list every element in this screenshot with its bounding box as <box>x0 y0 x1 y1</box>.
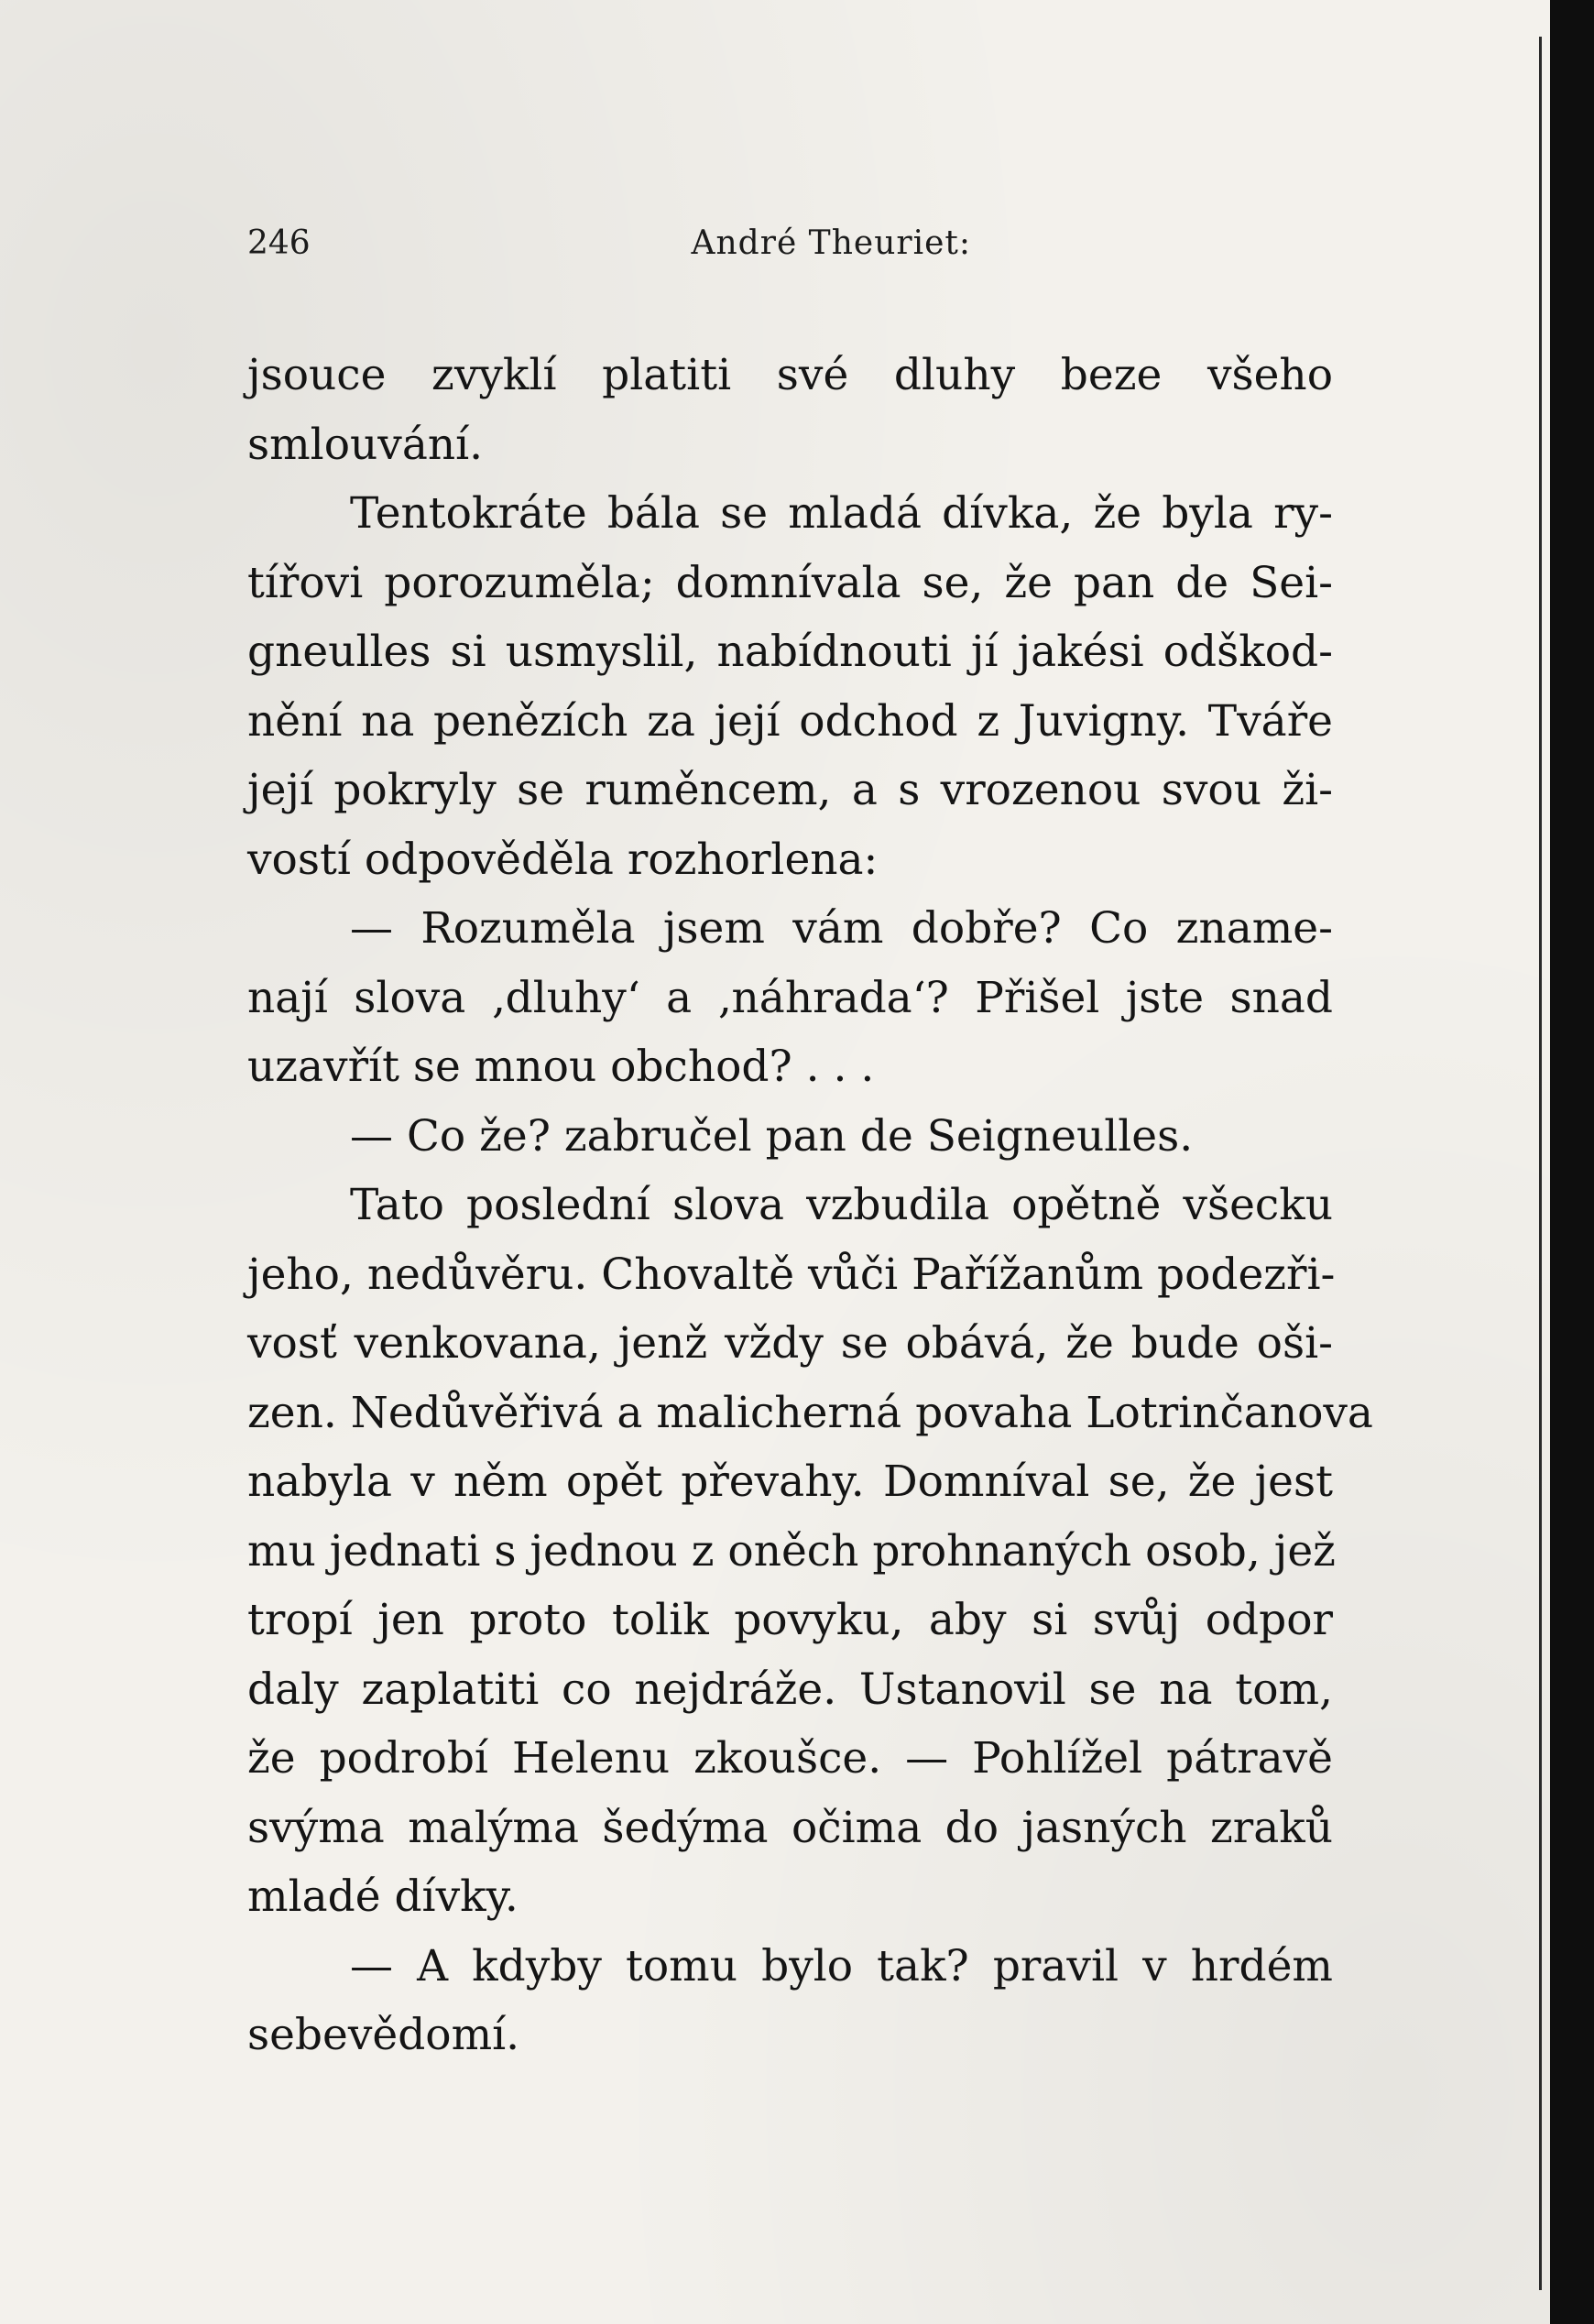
page-number: 246 <box>247 224 311 262</box>
body-text <box>247 341 1373 2070</box>
text-line: smlouvání. <box>247 419 484 470</box>
page-edge-line <box>1539 37 1542 2290</box>
text-line: svýma malýma šedýma očima do jasných zraků <box>247 1802 1333 1853</box>
text-line: tropí jen proto tolik povyku, aby si svůj odpor <box>247 1595 1333 1645</box>
text-line: tířovi porozuměla; domnívala se, že pan de Sei- <box>247 557 1333 608</box>
text-line: jsouce zvyklí platiti své dluhy beze všeho <box>247 350 1333 400</box>
text-line: uzavřít se mnou obchod? . . . <box>247 1042 875 1092</box>
text-line: mladé dívky. <box>247 1871 519 1922</box>
text-line: — Rozuměla jsem vám dobře? Co zname- <box>350 903 1333 954</box>
text-line: Tentokráte bála se mladá dívka, že byla ry- <box>350 488 1333 539</box>
text-line: zen. Nedůvěřivá a malicherná povaha Lotrinčanova <box>247 1387 1373 1438</box>
text-line: mu jednati s jednou z oněch prohnaných osob, jež <box>247 1525 1336 1577</box>
text-line: nají slova ‚dluhy‘ a ‚náhrada‘? Přišel jste snad <box>247 972 1333 1023</box>
page-header <box>247 224 971 270</box>
text-line: — Co že? zabručel pan de Seigneulles. <box>350 1110 1194 1162</box>
text-line: Tato poslední slova vzbudila opětně všecku <box>350 1180 1333 1230</box>
text-line: nění na penězích za její odchod z Juvigny. Tváře <box>247 695 1333 747</box>
text-line: její pokryly se ruměncem, a s vrozenou svou ži- <box>247 765 1333 815</box>
text-line: jeho, nedůvěru. Chovaltě vůči Pařížanům podezři- <box>247 1249 1336 1300</box>
text-line: vostí odpověděla rozhorlena: <box>247 834 879 885</box>
text-line: nabyla v něm opět převahy. Domníval se, že jest <box>247 1457 1333 1507</box>
running-title: André Theuriet: <box>691 224 971 262</box>
text-line: že podrobí Helenu zkoušce. — Pohlížel pátravě <box>247 1733 1333 1784</box>
text-line: daly zaplatiti co nejdráže. Ustanovil se na tom, <box>247 1664 1333 1715</box>
text-line: — A kdyby tomu bylo tak? pravil v hrdém <box>350 1940 1333 1991</box>
scan-border <box>1550 0 1594 2324</box>
text-line: sebevědomí. <box>247 2010 520 2060</box>
text-line: gneulles si usmyslil, nabídnouti jí jakési odškod- <box>247 627 1333 677</box>
text-line: vosť venkovana, jenž vždy se obává, že bude oši- <box>247 1318 1333 1369</box>
